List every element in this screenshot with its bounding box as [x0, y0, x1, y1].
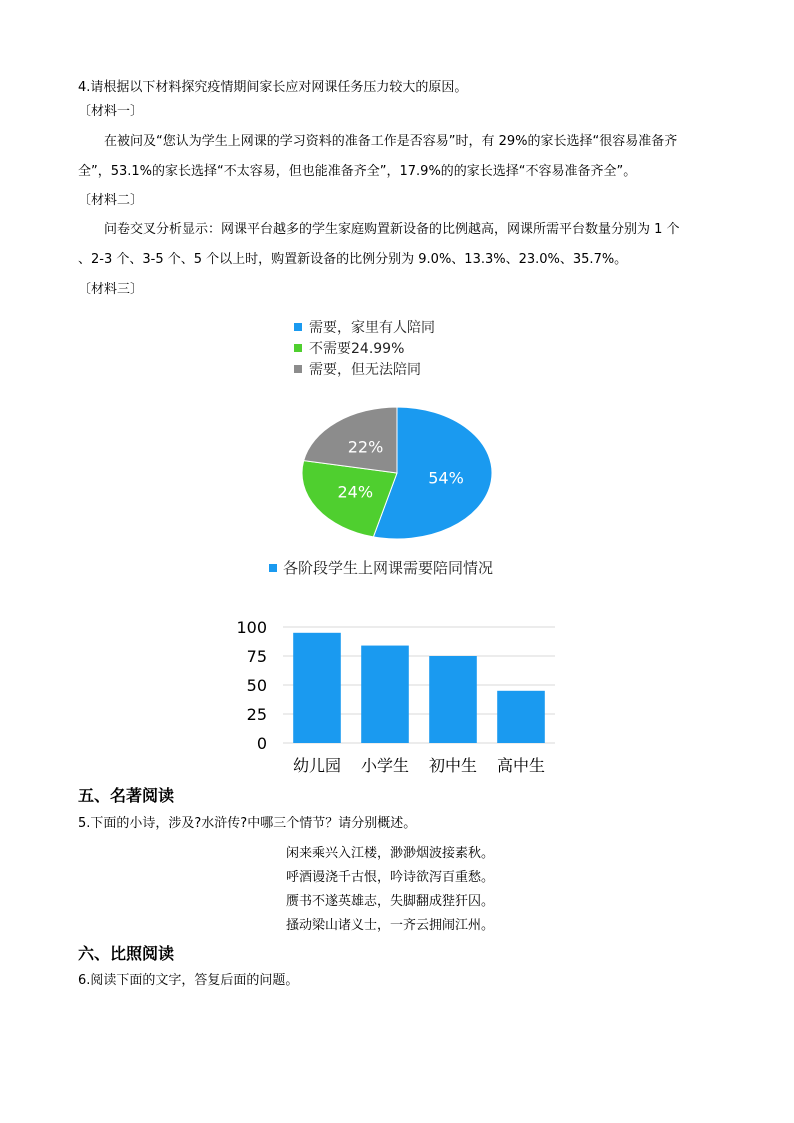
bar-legend-swatch	[269, 564, 277, 572]
bar-0	[293, 633, 341, 743]
bar-y-tick-2: 50	[246, 676, 267, 695]
question-4-title: 4.请根据以下材料探究疫情期间家长应对网课任务压力较大的原因。	[78, 80, 468, 95]
pie-data-label-0: 54%	[428, 468, 464, 488]
bar-y-tick-3: 75	[246, 647, 267, 666]
bar-y-tick-4: 100	[236, 618, 267, 637]
material-1-line-2: 全”，53.1%的家长选择“不太容易，但也能准备齐全”，17.9%的的家长选择“不容易准备齐全”。	[78, 164, 637, 179]
pie-data-label-2: 22%	[347, 437, 384, 457]
poem-line-1: 闲来乘兴入江楼，渺渺烟波接素秋。	[286, 846, 495, 861]
pie-legend-label-2: 需要，但无法陪同	[309, 362, 421, 378]
bar-y-tick-1: 25	[246, 705, 267, 724]
material-3-label: 〔材料三〕	[78, 282, 144, 297]
bar-x-tick-0: 幼儿园	[292, 756, 342, 775]
pie-legend-swatch-0	[294, 323, 302, 331]
section-6-heading: 六、比照阅读	[78, 944, 175, 963]
bar-3	[497, 691, 545, 743]
section-5-heading: 五、名著阅读	[78, 786, 175, 805]
pie-legend-swatch-1	[294, 344, 302, 352]
pie-legend-label-1: 不需要24.99%	[309, 341, 405, 357]
question-5: 5.下面的小诗，涉及?水浒传?中哪三个情节？请分别概述。	[78, 816, 417, 831]
bar-x-tick-1: 小学生	[360, 756, 410, 775]
question-6: 6.阅读下面的文字，答复后面的问题。	[78, 973, 299, 988]
material-2-line-2: 、2-3 个、3-5 个、5 个以上时，购置新设备的比例分别为 9.0%、13.3%、23.0%、35.7%。	[78, 252, 628, 267]
bar-legend-label: 各阶段学生上网课需要陪同情况	[283, 559, 494, 577]
poem-line-2: 呼酒谩浇千古恨，吟诗欲泻百重愁。	[286, 870, 495, 885]
material-1-line-1: 在被问及“您认为学生上网课的学习资料的准备工作是否容易”时，有 29%的家长选择“很容易准备齐	[104, 134, 678, 149]
pie-data-label-1: 24%	[337, 482, 374, 502]
bar-y-tick-0: 0	[256, 734, 267, 753]
material-2-line-1: 问卷交叉分析显示：网课平台越多的学生家庭购置新设备的比例越高，网课所需平台数量分别为 1 个	[104, 222, 680, 237]
pie-legend-swatch-2	[294, 365, 302, 373]
bar-chart	[225, 552, 585, 780]
bar-1	[361, 646, 409, 743]
material-1-label: 〔材料一〕	[78, 104, 144, 119]
pie-chart	[290, 310, 520, 550]
poem-line-4: 搔动梁山诸义士，一齐云拥闹江州。	[286, 918, 495, 933]
bar-x-tick-3: 高中生	[496, 756, 546, 775]
bar-2	[429, 656, 477, 743]
bar-x-tick-2: 初中生	[428, 756, 478, 775]
material-2-label: 〔材料二〕	[78, 193, 144, 208]
poem-line-3: 赝书不遂英雄志，失脚翻成狴犴囚。	[286, 894, 495, 909]
pie-legend-label-0: 需要，家里有人陪同	[309, 320, 435, 336]
